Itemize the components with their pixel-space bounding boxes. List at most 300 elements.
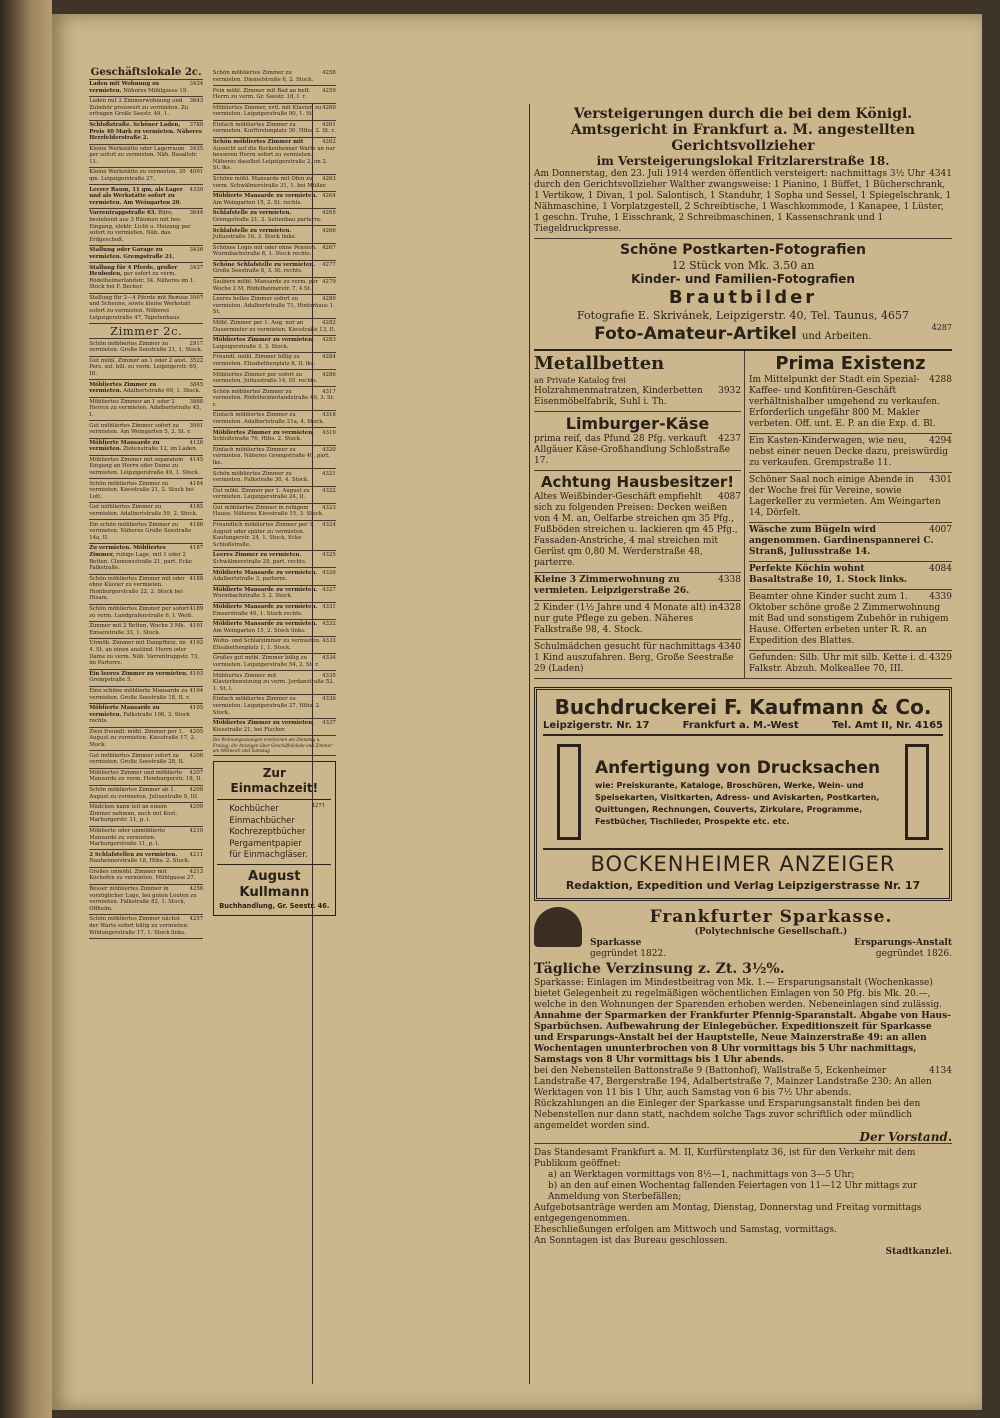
ad-number: 4341 xyxy=(929,169,952,179)
schul-text: Schulmädchen gesucht für nachmittags 1 Kind auszufahren. Berg, Große Seestraße 29 (Laden) xyxy=(534,642,734,674)
photo-ad xyxy=(534,239,952,351)
ad-number: 4126 xyxy=(189,439,204,446)
ad-item xyxy=(89,885,203,915)
ad-item xyxy=(213,586,336,603)
ad-number: 4284 xyxy=(322,354,336,361)
ad-number: 4266 xyxy=(322,227,336,234)
small-ads-right xyxy=(745,351,952,678)
ad-number: 4331 xyxy=(322,603,336,610)
ad-headline: Schlafstelle zu vermieten. xyxy=(212,227,292,234)
ad-body: ruhige Lage, mit 1 oder 2 Betten. Clemensstraße 21, part. Ecke Falkstraße. xyxy=(89,551,193,572)
ad-number: 4286 xyxy=(322,371,336,378)
newspaper-name: BOCKENHEIMER ANZEIGER xyxy=(590,852,896,876)
ad-number: 4325 xyxy=(322,552,336,559)
ad-number: 4209 xyxy=(189,804,204,811)
ad-headline: Schloßstraße. Schöner Laden, Preis 40 Mark zu vermieten. Näheres Herzfelderstraße 2. xyxy=(89,121,202,142)
sparkasse-ad xyxy=(534,901,952,1144)
ad-item xyxy=(213,387,336,411)
ad-number: 4256 xyxy=(189,886,204,893)
ad-body: Näheres Mühlgasse 19. xyxy=(123,87,188,94)
ad-body: Freundlich möbliertes Zimmer per 1. August oder später zu vermieten. Kaufungerstr. 24, 1. Stock, Ecke Schloßstraße. xyxy=(212,522,315,548)
ads-list xyxy=(89,339,203,939)
ad-number: 4189 xyxy=(189,606,204,613)
ad-number: 4207 xyxy=(189,769,204,776)
einmach-line: für Einmachgläser. xyxy=(229,848,308,859)
ad-body: Schönes Logis mit oder ohne Pension. Wurmbachstraße 8, 1. Stock rechts. xyxy=(212,244,317,258)
ad-number: 4283 xyxy=(322,337,336,344)
ad-body: Schön möbliertes Zimmer zu vermieten. Kiesstraße 21, 2. Stock bei Lott. xyxy=(89,480,194,500)
ad-number: 4194 xyxy=(189,687,204,694)
ad-item xyxy=(89,357,203,381)
ad-item xyxy=(89,769,203,786)
druck-city: Frankfurt a. M.-West xyxy=(682,720,799,731)
druck-title: Anfertigung von Drucksachen xyxy=(595,758,881,778)
ad-number: 4279 xyxy=(322,279,336,286)
ad-item xyxy=(213,487,336,504)
ad-body: Möbliertes Zimmer und möblierte Mansarde zu verm. Homburgerstr. 18, II. xyxy=(89,769,203,783)
ad-number: 4320 xyxy=(322,446,336,453)
ad-headline: Schöne Schlafstelle zu vermieten. xyxy=(212,261,316,268)
ad-body: Gut möbliertes Zimmer zu vermieten. Adalbertstraße 59, 2. Stock. xyxy=(89,504,198,517)
section-header-zimmer: Zimmer 2c. xyxy=(89,324,203,339)
ad-body: Schwälmerstraße 29, part. rechts. xyxy=(212,559,307,566)
ad-body: Kiesstraße 21, bei Fischer. xyxy=(212,726,286,733)
ad-item xyxy=(213,278,336,295)
ad-body: Freundl. möbl. Zimmer billig zu vermieten. Elisabethenplatz 8, II. lks. xyxy=(212,354,316,367)
ad-number: 2917 xyxy=(189,340,204,347)
ad-body: per sofort zu verm. Rödelheimerlandstr. 34. Näheres im 1. Stock bei F. Becker. xyxy=(89,271,196,291)
ads-list xyxy=(213,69,336,736)
ad-number: 4318 xyxy=(322,412,336,419)
ad-number: 3643 xyxy=(189,98,204,105)
ad-body: Gut möbl. Zimmer per 1. August zu vermieten. Leipzigerstraße 24, II. xyxy=(212,487,310,501)
ad-item xyxy=(89,520,203,544)
ad-headline: Möblierte Mansarde zu vermieten. xyxy=(89,705,160,718)
ad-number: 4335 xyxy=(322,672,336,679)
ad-number: 4323 xyxy=(322,504,336,511)
ad-body: Wohn- und Schlafzimmer zu vermieten. Elisabethenplatz 1, 1. Stock. xyxy=(212,638,321,651)
ad-item xyxy=(89,209,203,246)
newspaper-redaktion: Redaktion, Expedition und Verlag Leipzigerstrasse Nr. 17 xyxy=(565,879,921,892)
spark-text1: Sparkasse: Einlagen im Mindestbeitrag von Mk. 1.— Ersparungsanstalt (Wochenkasse) bietet Gelegenheit zu regelmäßigen wöchentlichen Einlagen von 50 Pfg. bis Mk. 20.—, welche in den Wohnungen der Sparenden erhoben werden. Nebeneinlagen sind zulässig. xyxy=(534,978,942,1010)
ad-body: Zimmer mit 2 Betten, Woche 3 Mk. Emserstraße 33, 1. Stock. xyxy=(89,623,186,636)
ad-item xyxy=(213,671,336,695)
ad-number: 4339 xyxy=(929,592,952,602)
ad-number: 4237 xyxy=(718,434,741,444)
ad-headline: Möblierte Mansarde zu vermieten. xyxy=(212,603,318,610)
ad-number: 4328 xyxy=(718,603,741,613)
ad-item xyxy=(89,479,203,503)
ad-headline: 2 Schlafstellen zu vermieten. xyxy=(89,851,178,858)
ad-headline: Möbliertes Zimmer zu vermieten. xyxy=(212,337,315,344)
ad-number: 4294 xyxy=(929,436,952,446)
spark-zins: Tägliche Verzinsung z. Zt. 3½%. xyxy=(534,961,785,977)
ad-headline: Zu vermieten. Möbliertes Zimmer, xyxy=(89,545,166,558)
ad-body: Leipzigerstraße 3, 3. Stock. xyxy=(212,343,289,350)
beehive-icon xyxy=(534,907,582,947)
spark-right1: Ersparungs-Anstalt xyxy=(854,938,952,948)
einmach-line: Pergamentpapier xyxy=(229,837,302,848)
limburger-title: Limburger-Käse xyxy=(565,414,710,433)
ad-number: 4211 xyxy=(189,851,204,858)
ad-number: 4205 xyxy=(189,728,204,735)
ad-number: 4145 xyxy=(189,456,204,463)
ad-item xyxy=(213,121,336,138)
ad-body: Kleine Werkstätte oder Lagerraum per sofort zu vermieten. Näh. Basaltstr. 11. xyxy=(89,145,198,165)
ad-item xyxy=(89,728,203,752)
ad-headline: Möblierte Mansarde zu vermieten. xyxy=(212,193,318,200)
kullmann-address: Buchhandlung, Gr. Seestr. 46. xyxy=(219,902,330,911)
ad-headline: Leeres Zimmer zu vermieten. xyxy=(212,552,302,559)
ad-number: 3991 xyxy=(189,422,204,429)
ad-body: Schön möbliertes Zimmer ab 1. August zu vermieten. Juliusstraße 9, III. xyxy=(89,786,199,800)
ad-number: 4332 xyxy=(322,621,336,628)
ad-number: 4192 xyxy=(189,640,204,647)
ad-number: 4187 xyxy=(189,545,204,552)
ad-number: 4084 xyxy=(929,564,952,574)
ad-body: Eine schöne möblierte Mansarde zu vermieten. Große Seestraße 18, II. r. xyxy=(89,687,190,701)
ad-number: 4280 xyxy=(322,296,336,303)
einmach-lines xyxy=(229,803,331,860)
ad-item xyxy=(89,80,203,97)
einmach-line: Kochbücher xyxy=(229,803,279,814)
ad-number: 4322 xyxy=(322,487,336,494)
ad-item xyxy=(213,654,336,671)
ad-number: 4213 xyxy=(189,868,204,875)
ad-body: Möbl. Zimmer per 1. Aug. nur an Dauermieter zu vermieten. Kiesstraße 13, II. xyxy=(212,319,336,333)
ad-item xyxy=(89,850,203,867)
auction-title: Versteigerungen durch die bei dem Königl. Amtsgericht in Frankfurt a. M. angestellten Gerichtsvollzieher xyxy=(570,106,916,154)
ad-item xyxy=(89,263,203,293)
ad-number: 3644 xyxy=(189,210,204,217)
ad-item xyxy=(89,185,203,209)
ad-body: Gut möbliertes Zimmer sofort zu vermieten. Am Weingarten 5, 2. St. r. xyxy=(89,422,191,436)
einmach-title: Zur Einmachzeit! xyxy=(217,766,331,800)
ad-item xyxy=(213,226,336,243)
standes-e: An Sonntagen ist das Bureau geschlossen. xyxy=(534,1236,728,1246)
ad-item xyxy=(213,551,336,568)
ad-number: 4287 xyxy=(931,323,952,332)
ad-body: Kleine Werkstätte zu vermieten, 20 qm. Leipzigerstraße 27. xyxy=(89,169,186,183)
ad-headline: Varrentrappstraße 63. xyxy=(89,210,157,217)
ad-body: Einfach möbliertes Zimmer zu vermieten. Kurfürstenplatz 30, Hths. 2. St. r. xyxy=(212,121,336,135)
spark-left1: Sparkasse xyxy=(590,938,642,948)
auction-text: Am Donnerstag, den 23. Juli 1914 werden öffentlich versteigert: nachmittags 3½ Uhr durch den Gerichtsvollzieher Walther zwangsweise: 1 Pianino, 1 Büffet, 1 Bücherschrank, 1 Vertikow, 1 Divan, 1 pol. Salontisch, 1 Standuhr, 1 Sopha und Sessel, 1 Spiegelschrank, 1 Nähmaschine, 1 Vorplatzgestell, 2 Schreibtische, 1 Waschkommode, 1 Kanapee, 1 Lüster, 1 geschn. Truhe, 1 Eisschrank, 2 Schreibmaschinen, 1 Kassenschrank und 1 Tiegeldruckpresse. xyxy=(534,169,952,234)
ad-body: Große Seestraße 8, 3. St. rechts. xyxy=(212,268,303,275)
einmach-line: Einmachbücher xyxy=(229,814,295,825)
ad-item xyxy=(89,868,203,885)
ad-number: 4259 xyxy=(322,87,336,94)
kullmann-name: August Kullmann xyxy=(217,864,331,902)
ad-body: Adalbertstraße 69, 1. Stock. xyxy=(123,388,201,395)
ad-number: 4185 xyxy=(189,504,204,511)
einmach-ad xyxy=(213,761,336,916)
ad-item xyxy=(89,168,203,185)
ad-number: 4277 xyxy=(322,261,336,268)
ad-number: 3932 xyxy=(718,386,741,396)
ad-headline: Leerer Raum, 11 qm, als Lager und als Werkstätte sofort zu vermieten. Am Weingarten 20. xyxy=(89,186,183,206)
auction-notice xyxy=(534,106,952,239)
ad-body: Fein möbl. Zimmer mit Bad an beff. Herrn zu verm. Gr. Seestr. 18, I. r. xyxy=(212,87,310,101)
metall-side: an Private Katalog frei xyxy=(534,376,626,385)
column-1 xyxy=(89,66,203,939)
ad-number: 4282 xyxy=(322,319,336,326)
ad-body: Falkstraße 108, 3. Stock rechts. xyxy=(89,711,190,725)
ad-number: 4271 xyxy=(311,803,326,810)
standesamt-notice xyxy=(534,1144,952,1258)
ad-item xyxy=(213,603,336,620)
ad-number: 4258 xyxy=(322,70,336,77)
ad-number: 3435 xyxy=(189,145,204,152)
ad-body: Einfach möbliertes Zimmer zu vermieten. Leipzigerstraße 27, Hths. 2. Stock. xyxy=(212,696,321,716)
spark-left2: gegründet 1822. xyxy=(590,949,667,959)
ad-body: Adalbertstraße 3, parterre. xyxy=(212,576,288,583)
ad-item xyxy=(213,568,336,585)
ad-body: Schöne möbl. Mansarde mit Ofen zu verm. Schwälmerstraße 31, 1. bei Müller. xyxy=(212,176,327,189)
ad-number: 4321 xyxy=(322,470,336,477)
ad-body: Möbliertes Zimmer per sofort zu vermieten. Juliusstraße 14, III. rechts. xyxy=(212,371,318,385)
ad-number: 4210 xyxy=(189,827,204,834)
ad-number: 4091 xyxy=(189,169,204,176)
ad-item xyxy=(89,704,203,728)
ad-body: Zwei freundl. möbl. Zimmer per 1. August zu vermieten. Kiesstraße 17, 2. Stock. xyxy=(89,728,196,749)
ad-headline: Stallung für 4 Pferde, großer Heuboden, xyxy=(89,264,178,278)
ad-number: 4334 xyxy=(322,655,336,662)
prima-title: Prima Existenz xyxy=(775,353,926,374)
ad-item xyxy=(89,421,203,438)
kinder-text: 2 Kinder (1½ Jahre und 4 Monate alt) in nur gute Pflege zu geben. Näheres Falkstraße 98, 4. Stock. xyxy=(534,603,718,635)
ad-number: 4340 xyxy=(718,642,741,652)
small-ads-left xyxy=(534,351,745,678)
ad-item xyxy=(213,244,336,261)
ad-item xyxy=(213,428,336,445)
ad-item xyxy=(89,503,203,520)
ad-number: 4336 xyxy=(322,696,336,703)
ad-item xyxy=(213,411,336,428)
ad-body: Möbliertes Zimmer an 1 oder 2 Herren zu vermieten. Adalbertstraße 45, I. xyxy=(89,398,202,418)
ad-number: 4188 xyxy=(189,575,204,582)
ad-item xyxy=(213,370,336,387)
prima-text: Im Mittelpunkt der Stadt ein Spezial-Kaffee- und Konfitüren-Geschäft verhältnishalber umgehend zu verkaufen. Erforderlich ungefähr 800 M. Makler verbeten. Off. unt. E. P. an die Exp. d. Bl. xyxy=(749,375,940,429)
ad-number: 4329 xyxy=(929,653,952,663)
ad-item xyxy=(213,104,336,121)
ad-body: Büro, bestehend aus 3 Räumen mit bes. Eingang, elektr. Licht u. Heizung per sofort zu vermieten. Näh. das. Erdgeschoß. xyxy=(89,210,191,243)
ad-body: Möblierte oder unmöblierte Mansarde zu vermieten. Marburgerstraße 11, p. l. xyxy=(89,827,166,848)
ad-item xyxy=(213,695,336,719)
druck-name: Buchdruckerei F. Kaufmann & Co. xyxy=(554,695,932,719)
ad-body: Großes gut möbl. Zimmer billig zu vermieten. Leipzigerstraße 54, 2. St. r. xyxy=(212,655,319,669)
standes-text1: Das Standesamt Frankfurt a. M. II, Kurfürstenplatz 36, ist für den Verkehr mit dem Publikum geöffnet: xyxy=(534,1148,916,1169)
koechin-text: Perfekte Köchin wohnt Basaltstraße 10, 1. Stock links. xyxy=(749,564,908,585)
column-2 xyxy=(213,69,336,919)
book-binding xyxy=(0,0,52,1418)
spark-subtitle: (Polytechnische Gesellschaft.) xyxy=(694,927,848,937)
ad-number: 4301 xyxy=(929,475,952,485)
ad-body: Schön möbliertes Zimmer per sofort zu verm. Landgrafenstraße 6, I. Weiß. xyxy=(89,606,194,619)
ad-headline: Möbliertes Zimmer zu vermieten. xyxy=(212,429,315,436)
standes-c: Aufgebotsanträge werden am Montag, Dienstag, Donnerstag und Freitag vormittags entgegengenommen. xyxy=(534,1203,922,1224)
ad-body: Juliusstraße 16, 3. Stock links. xyxy=(212,234,297,241)
standes-signature: Stadtkanzlei. xyxy=(885,1247,952,1257)
metall-title: Metallbetten xyxy=(534,353,665,374)
photo-headline: Schöne Postkarten-Fotografien xyxy=(620,242,866,258)
ad-headline: Laden mit Wohnung zu vermieten. xyxy=(89,80,160,94)
ad-body: Schön möbliertes Zimmer zu vermieten. Falkstraße 30, 4. Stock. xyxy=(212,470,309,484)
ad-item xyxy=(213,69,336,86)
ad-number: 4261 xyxy=(322,121,336,128)
ad-item xyxy=(89,687,203,704)
ad-item xyxy=(213,138,336,175)
ad-number: 4184 xyxy=(189,480,204,487)
ad-item xyxy=(89,544,203,574)
ad-item xyxy=(89,575,203,605)
spark-text3: bei den Nebenstellen Battonstraße 9 (Battonhof), Wallstraße 5, Eckenheimer Landstraße 47, Bergerstraße 194, Adalbertstraße 7, Mainzer Landstraße 230: An allen Werktagen von 11 bis 1 Uhr, auch Samstag von 6 bis 7½ Uhr abends. xyxy=(534,1066,932,1098)
ad-body: Schloßstraße 76, Hths. 2. Stock. xyxy=(212,436,302,443)
ad-item xyxy=(89,803,203,827)
spark-right2: gegründet 1826. xyxy=(875,949,952,959)
section-header-geschaeftslokale: Geschäftslokale 2c. xyxy=(89,66,203,80)
gefunden-text: Gefunden: Silb. Uhr mit silb. Kette i. d. Falkstr. Abzuh. Molkeallee 70, III. xyxy=(749,653,928,674)
ad-item xyxy=(89,605,203,622)
ad-item xyxy=(89,915,203,939)
spark-text4: Rückzahlungen an die Einleger der Sparkasse und Ersparungsanstalt finden bei den Nebenstellen nur dann statt, nachdem solche Tags zuvor schriftlich oder mündlich angemeldet worden sind. xyxy=(534,1099,921,1131)
ad-item xyxy=(89,246,203,263)
ad-number: 4265 xyxy=(322,210,336,217)
ad-item xyxy=(213,504,336,521)
saal-text: Schöner Saal noch einige Abende in der Woche frei für Vereine, sowie Lagerkeller zu vermieten. Am Weingarten 14, Dörfelt. xyxy=(749,475,941,518)
ad-number: 4087 xyxy=(718,492,741,502)
ad-item xyxy=(213,209,336,226)
ads-list xyxy=(89,80,203,324)
photo-kinder: Kinder- und Familien-Fotografien xyxy=(631,272,855,286)
ad-item xyxy=(213,353,336,370)
ad-body: Schön möbliertes Zimmer nächst der Warte sofort billig zu vermieten. Wildungerstraße 17, 1. Stock links. xyxy=(89,916,189,936)
newspaper-page xyxy=(52,14,982,1410)
ad-item xyxy=(89,786,203,803)
ad-number: 4337 xyxy=(322,720,336,727)
druckerei-ad xyxy=(534,687,952,901)
ad-headline: Möblierte Mansarde zu vermieten. xyxy=(89,439,160,453)
ad-number: 4326 xyxy=(322,569,336,576)
ad-number: 4260 xyxy=(322,104,336,111)
druck-frame-right xyxy=(905,744,929,840)
ad-number: 4333 xyxy=(322,638,336,645)
ad-item xyxy=(213,175,336,192)
ad-number: 4288 xyxy=(929,375,952,385)
ad-number: 4257 xyxy=(189,916,204,923)
ad-body: Gut möbliertes Zimmer sofort zu vermieten. Große Seestraße 28, II. xyxy=(89,752,185,766)
einmach-line: Kochrezeptbücher xyxy=(229,826,306,837)
ad-number: 4195 xyxy=(189,705,204,712)
ad-number: 4262 xyxy=(322,139,336,146)
ad-number: 3522 xyxy=(189,357,204,364)
ad-item xyxy=(213,521,336,551)
ad-headline: Schlafstelle zu vermieten. xyxy=(212,210,292,217)
standes-b: b) an den auf einen Wochentag fallenden Feiertagen von 11—12 Uhr mittags zur Anmeldung von Sterbefällen; xyxy=(548,1181,918,1202)
ad-item xyxy=(89,639,203,669)
ad-body: Nauheimerstraße 18, Hths. 2. Stock. xyxy=(89,858,190,865)
ad-headline: Möbliertes Zimmer zu vermieten. xyxy=(89,381,157,395)
spark-signature: Der Vorstand. xyxy=(859,1130,952,1144)
notice: Die Wohnungsanzeigen erscheinen am Dienstag u. Freitag; die Anzeigen über Geschäftslokale und Zimmer am Mittwoch und Samstag xyxy=(213,736,336,756)
auction-location: im Versteigerungslokal Fritzlarerstraße 18. xyxy=(596,154,890,168)
ad-body: Leeres helles Zimmer sofort zu vermieten. Adalbertstraße 71, Hinterhaus 1. St. xyxy=(212,296,335,316)
ad-body: Aussicht auf die Bockenheimer Warte an nur besseren Herrn sofort zu vermieten. Näheres daselbst Leipzigerstraße 2, im 2. St. lks. xyxy=(212,145,336,172)
ad-headline: Möblierte Mansarde zu vermieten. xyxy=(212,569,318,576)
ad-number: 4193 xyxy=(189,670,204,677)
photo-address: Fotografie E. Skrivánek, Leipzigerstr. 40, Tel. Taunus, 4657 xyxy=(577,309,909,322)
ad-body: Gut möbliertes Zimmer in ruhigem Hause. Näheres Kiesstraße 15, 3. Stock. xyxy=(212,504,324,518)
ad-body: Mädchen kann teil an einem Zimmer nehmen, auch mit Kost. Marburgerstr. 11, p. l. xyxy=(89,804,178,824)
ad-body: Großes unmöbl. Zimmer mit Kochofen zu vermieten. Mühlgasse 27. xyxy=(89,868,196,882)
ad-body: Besser möbliertes Zimmer in vorzüglicher Lage, bei guten Leuten zu vermieten. Falkstraße 82, 1. Stock, Offheim. xyxy=(89,886,197,912)
ad-item xyxy=(213,446,336,470)
ad-item xyxy=(213,469,336,486)
ad-item xyxy=(213,295,336,319)
ad-body: Grempstraße 5. xyxy=(89,677,133,684)
ad-item xyxy=(89,380,203,397)
ad-number: 3907 xyxy=(189,294,204,301)
ad-number: 4327 xyxy=(322,586,336,593)
waesche-text: Wäsche zum Bügeln wird angenommen. Gardinenspannerei C. Stranß, Juliusstraße 14. xyxy=(749,525,934,557)
ad-body: Schön möbliertes Zimmer zu vermieten. Diemelstraße 6, 2. Stock. xyxy=(212,70,314,83)
ad-item xyxy=(213,86,336,103)
ad-body: Grempstraße 21, 2. Seitenbau parterre. xyxy=(212,216,322,223)
ad-body: Gut möbl. Zimmer an 1 oder 2 anst. Pers. sof. bill. zu verm. Leipzigerstr. 69, III. xyxy=(89,357,198,377)
ad-item xyxy=(89,827,203,851)
ad-item xyxy=(89,97,203,121)
limburger-text: prima reif, das Pfund 28 Pfg. verkauft Allgäuer Käse-Großhandlung Schloßstraße 17. xyxy=(534,434,731,466)
ad-number: 4319 xyxy=(322,429,336,436)
photo-amateur: Foto-Amateur-Artikel xyxy=(594,324,797,344)
ad-number: 4324 xyxy=(322,522,336,529)
ad-number: 3868 xyxy=(189,398,204,405)
ad-body: Laden mit 2 Zimmerwohnung und Zubehör preiswert zu vermieten. Zu erfragen Große Seestr. 49, 1. xyxy=(89,98,189,118)
ad-body: Schön möbliertes Zimmer zu vermieten. Rödelheimerlandstraße 40, 3. St. r. xyxy=(212,388,335,408)
photo-brautbilder: Brautbilder xyxy=(668,287,818,308)
ad-item xyxy=(89,294,203,324)
column-rule xyxy=(529,104,530,1384)
ad-number: 4264 xyxy=(322,193,336,200)
ad-item xyxy=(213,336,336,353)
druck-text: wie: Preiskurante, Kataloge, Broschüren, Werke, Wein- und Speisekarten, Visitkarten, Adress- und Aviskarten, Postkarten, Quittungen, Rechnungen, Couverts, Zirkulare, Programme, Festbücher, Tischlieder, Prospekte etc. etc. xyxy=(595,781,880,826)
ad-number: 3434 xyxy=(189,80,204,87)
ad-item xyxy=(89,339,203,356)
ad-body: Möbliertes Zimmer mit Klavierbenutzung zu verm. Jordanstraße 52, 1. St. l. xyxy=(212,672,335,692)
ad-item xyxy=(213,620,336,637)
ad-headline: Ein leeres Zimmer zu vermieten. xyxy=(89,670,188,677)
ad-body: Ein schön möbliertes Zimmer zu vermieten. Näheres Große Seestraße 14a, II. xyxy=(89,521,192,541)
ad-number: 4267 xyxy=(322,244,336,251)
ad-headline: Möbliertes Zimmer zu vermieten. xyxy=(212,720,315,727)
ad-body: Wurmbachstraße 3, 2. Stock. xyxy=(212,593,293,600)
spark-text2: Annahme der Sparmarken der Frankfurter Pfennig-Sparanstalt. Abgabe von Haus-Sparbüchsen. Aufbewahrung der Einlegebücher. Expeditionszeit für Sparkasse und Ersparungs-Anstalt bei der Hauptstelle, Neue Mainzerstraße 49: an allen Wochentagen ununterbrochen von 8 Uhr vormittags bis 5 Uhr nachmittags, Samstags von 8 Uhr vormittags bis 1 Uhr abends. xyxy=(534,1011,951,1065)
ad-number: 4317 xyxy=(322,388,336,395)
ad-item xyxy=(89,121,203,145)
beamter-text: Beamter ohne Kinder sucht zum 1. Oktober schöne große 2 Zimmerwohnung mit Bad und sonstigem Zubehör in ruhigem Hause. Offerten erbeten unter R. R. an Expedition des Blattes. xyxy=(749,592,949,646)
column-3 xyxy=(534,106,952,1258)
kasten-text: Ein Kasten-Kinderwagen, wie neu, nebst einer neuen Decke dazu, preiswürdig zu verkaufen. Grempstraße 11. xyxy=(749,436,949,468)
ad-item xyxy=(213,261,336,278)
druck-address: Leipzigerstr. Nr. 17 xyxy=(543,720,650,731)
ad-item xyxy=(89,670,203,687)
photo-arbeiten: und Arbeiten. xyxy=(801,331,872,342)
ad-number: 4330 xyxy=(189,186,204,193)
ad-item xyxy=(89,751,203,768)
ad-headline: Möblierte Mansarde zu vermieten. xyxy=(212,586,318,593)
ad-headline: Möblierte Mansarde zu vermieten. xyxy=(212,621,318,628)
ad-body: Stallung für 2—4 Pferde mit Remise und Scheune, sowie kleine Werkstatt sofort zu vermieten. Näheres Leipzigerstraße 47, Tapetenhaus. xyxy=(89,294,191,321)
